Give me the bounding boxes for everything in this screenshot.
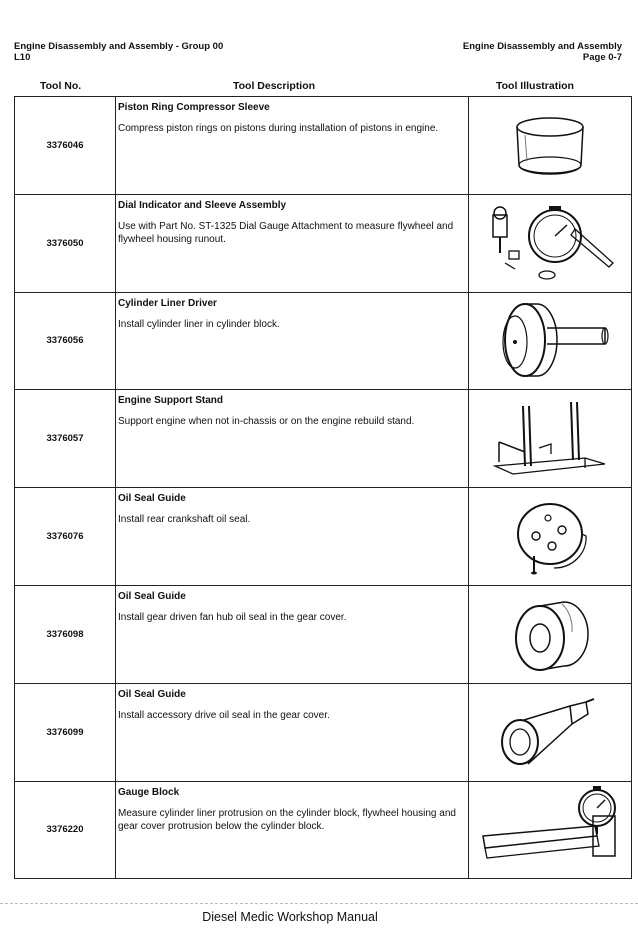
table-row — [15, 781, 632, 879]
table-row — [15, 390, 632, 488]
column-header-description: Tool Description — [233, 80, 316, 92]
tool-illustration — [469, 194, 632, 292]
tool-name: Oil Seal Guide — [118, 590, 186, 602]
tool-illustration — [469, 683, 632, 781]
seal-cylinder-icon — [500, 592, 600, 677]
tool-usage: Install cylinder liner in cylinder block. — [118, 318, 280, 330]
table-row — [15, 292, 632, 390]
dial-indicator-icon — [475, 201, 625, 286]
tool-illustration — [469, 488, 632, 586]
footer-text: Diesel Medic Workshop Manual — [202, 910, 378, 924]
tool-description — [116, 390, 469, 488]
tool-description — [116, 683, 469, 781]
tool-illustration — [469, 781, 632, 879]
chapter-title: Engine Disassembly and Assembly — [462, 41, 622, 52]
tool-number: 3376056 — [15, 292, 116, 390]
tool-number: 3376098 — [15, 585, 116, 683]
tool-usage: Measure cylinder liner protrusion on the cylinder block, flywheel housing and gear cover protrusion below the cylinder block. — [118, 807, 456, 832]
tool-description — [116, 488, 469, 586]
tool-number: 3376076 — [15, 488, 116, 586]
seal-cone-icon — [490, 690, 610, 775]
tool-name: Engine Support Stand — [118, 395, 223, 407]
column-header-tool-no: Tool No. — [40, 80, 82, 92]
tool-description — [116, 97, 469, 195]
tool-number: 3376220 — [15, 781, 116, 879]
footer-divider — [0, 903, 638, 904]
seal-plate-icon — [500, 494, 600, 579]
tool-usage: Compress piston rings on pistons during installation of pistons in engine. — [118, 123, 439, 134]
tool-name: Dial Indicator and Sleeve Assembly — [118, 199, 287, 211]
support-stand-icon — [485, 396, 615, 481]
tool-illustration — [469, 390, 632, 488]
engine-model: L10 — [14, 52, 31, 63]
tool-description — [116, 781, 469, 879]
tool-usage: Install accessory drive oil seal in the gear cover. — [118, 709, 330, 721]
tool-name: Gauge Block — [118, 786, 180, 798]
tool-name: Oil Seal Guide — [118, 493, 186, 505]
table-row — [15, 585, 632, 683]
tool-description — [116, 292, 469, 390]
column-header-illustration: Tool Illustration — [496, 80, 574, 92]
sleeve-icon — [505, 105, 595, 185]
tool-table — [14, 96, 632, 879]
page-number: Page 0-7 — [582, 52, 622, 63]
tool-number: 3376057 — [15, 390, 116, 488]
header-left — [14, 41, 223, 63]
liner-driver-icon — [485, 298, 615, 383]
tool-usage: Install rear crankshaft oil seal. — [118, 514, 251, 526]
gauge-block-icon — [475, 786, 625, 874]
table-row — [15, 194, 632, 292]
tool-number: 3376050 — [15, 194, 116, 292]
tool-description — [116, 194, 469, 292]
table-row — [15, 488, 632, 586]
table-row — [15, 683, 632, 781]
table-row — [15, 97, 632, 195]
tool-name: Cylinder Liner Driver — [118, 297, 217, 309]
tool-illustration — [469, 585, 632, 683]
tool-illustration — [469, 292, 632, 390]
section-title: Engine Disassembly and Assembly - Group 00 — [14, 41, 224, 52]
tool-usage: Support engine when not in-chassis or on the engine rebuild stand. — [118, 416, 415, 428]
tool-name: Oil Seal Guide — [118, 688, 186, 700]
tool-usage: Install gear driven fan hub oil seal in the gear cover. — [118, 611, 347, 623]
tool-number: 3376046 — [15, 97, 116, 195]
tool-description — [116, 585, 469, 683]
tool-name: Piston Ring Compressor Sleeve — [118, 102, 270, 113]
tool-illustration — [469, 97, 632, 195]
tool-usage: Use with Part No. ST-1325 Dial Gauge Attachment to measure flywheel and flywheel housing runout. — [118, 220, 454, 245]
tool-number: 3376099 — [15, 683, 116, 781]
header-right — [463, 41, 622, 63]
